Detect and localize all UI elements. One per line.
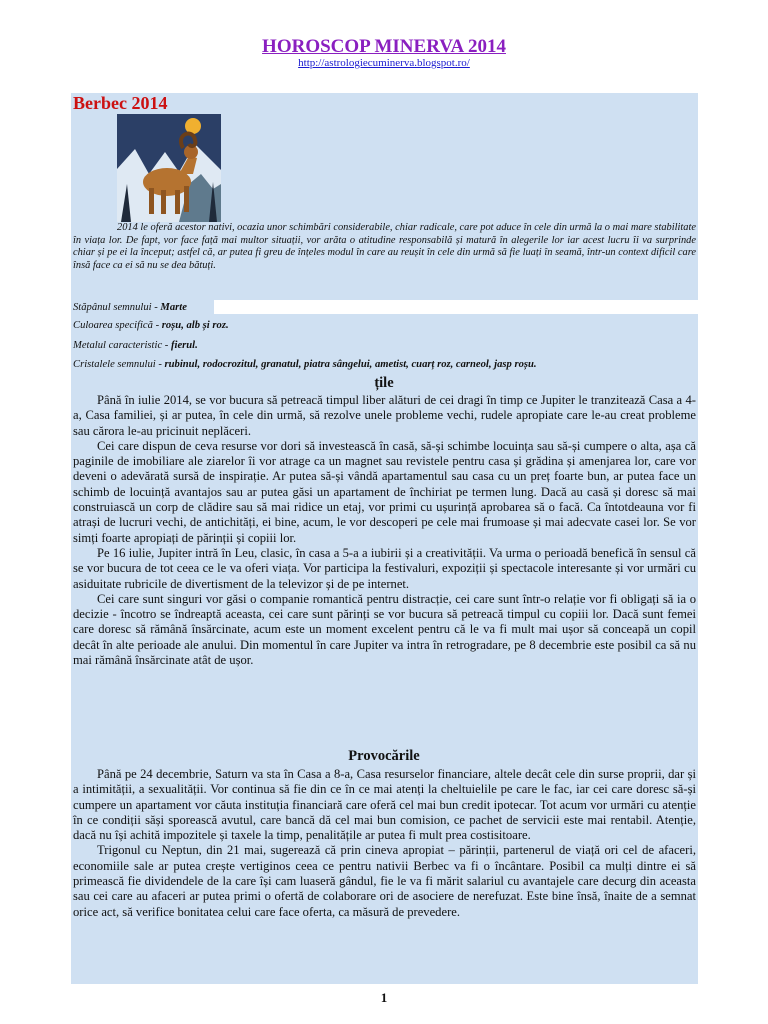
section-body-opportunities bbox=[73, 393, 696, 668]
ram-illustration bbox=[117, 114, 221, 222]
metal-label: Metalul caracteristic - bbox=[73, 340, 171, 351]
crystals-line bbox=[73, 359, 537, 370]
sign-intro bbox=[73, 222, 696, 272]
color-line bbox=[73, 320, 229, 331]
crystals-label: Cristalele semnului - bbox=[73, 359, 165, 370]
paragraph: Trigonul cu Neptun, din 21 mai, sugerează că prin cineva apropiat – părinții, partenerul de viață ori cel de afaceri, economiile sale ar putea crește vertiginos ceea ce pentru nativii Berbec va fi o încântare. Posibil ca mulți dintre ei să primească fie dividendele de la care își cam luaseră gândul, fie le va fi mărit salariul cu avantajele care decurg din aceasta sau cei care au afaceri ar putea primi o ofertă de colaborare ori de asociere de nerefuzat. Este bine însă, înaite de a semnat orice act, să verifice bonitatea celui care face oferta, ca măsură de prevedere. bbox=[73, 843, 696, 919]
section-body-challenges bbox=[73, 767, 696, 920]
color-value: roșu, alb și roz. bbox=[161, 320, 229, 331]
intro-paragraph: 2014 le oferă acestor nativi, ocazia unor schimbări considerabile, chiar radicale, care pot aduce în cele din urmă la o mai mare stabilitate în viața lor. De fapt, vor face față mai multor situații, vor arăta o atitudine responsabilă și matură în alegerile lor iar acest lucru îi va surprinde chiar și pe ei la început; astfel că, ar putea fi greu de înțeles modul în care au reușit în cele din urmă să fie luați în seamă, într-un context dificil care însă face ca ei să nu se dea bătuți. bbox=[73, 222, 696, 271]
section-heading-challenges: Provocările bbox=[348, 748, 420, 764]
blog-link[interactable]: http://astrologiecuminerva.blogspot.ro/ bbox=[298, 57, 470, 69]
crystals-value: rubinul, rodocrozitul, granatul, piatra sângelui, ametist, cuarț roz, carneol, jasp roșu. bbox=[164, 359, 537, 370]
ruler-label: Stăpânul semnului - bbox=[73, 302, 161, 313]
paragraph: Cei care dispun de ceva resurse vor dori să investească în casă, să-și schimbe locuința sau să-și cumpere o alta, așa că paginile de imobiliare ale ziarelor îi vor atrage ca un magnet sau revistele pentru casa și grădina și amenjarea lor, care vor deveni o adevărată sursă de inspirație. Ar putea să-și vândă apartamentul sau casa cu un preț foarte bun, ar putea face un schimb de locuință avantajos sau ar putea găsi un apartament de închiriat pe termen lung. Dacă au casă și doresc să mai construiască un corp de clădire sau să mai ridice un etaj, vor primi cu ușurință aprobarea să o facă. Ca întotdeauna vor fi atrași de lucruri vechi, de antichități, ei bine, acum, le vor descoperi pe cele mai frumoase și mai adecvate casei lor. Se vor simți foarte apropiați de părinții și copiii lor. bbox=[73, 438, 696, 545]
color-label: Culoarea specifică - bbox=[73, 320, 162, 331]
section-heading-opportunities: țile bbox=[374, 375, 394, 391]
ruler-value: Marte bbox=[160, 302, 187, 313]
paragraph: Până în iulie 2014, se vor bucura să petreacă timpul liber alături de cei dragi în timp ce Jupiter le tranzitează Casa a 4-a, Casa familiei, și ar putea, în cele din urmă, să rezolve unele probleme vechi, rudele apropiate care le-au creat probleme sau cărora le-au pricinuit neplăceri. bbox=[73, 393, 696, 438]
panel-gap bbox=[214, 300, 698, 314]
paragraph: Cei care sunt singuri vor găsi o companie romantică pentru distracție, cei care sunt într-o relație vor fi obligați să ia o decizie - încotro se îndreaptă aceasta, cei care sunt părinți se vor bucura să petreacă timpul cu copiii lor. Dacă sunt femei care doresc să rămână însărcinate, acum este un moment excelent pentru că le va fi mult mai ușor să conceapă un copil decât în alte perioade ale anului. Din momentul în care Jupiter va intra în retrogradare, pe 8 decembrie este posibil ca să nu mai rămână însărcinate atât de ușor. bbox=[73, 591, 696, 668]
metal-value: fierul. bbox=[170, 340, 198, 351]
document-title: HOROSCOP MINERVA 2014 bbox=[262, 36, 506, 57]
metal-line bbox=[73, 340, 198, 351]
ruler-line bbox=[73, 302, 187, 313]
paragraph: Până pe 24 decembrie, Saturn va sta în Casa a 8-a, Casa resurselor financiare, altele decât cele din surse proprii, dar și a intimității, a sexualității. Vor continua să fie din ce în ce mai atenți la cheltuielile pe care le fac, iar cei care doresc să-și cumpere un apartament vor căuta instituția financiară care oferă cel mai bun credit ipotecar. Tot acum vor urmări cu atenție în ce condiții săși sporească avutul, care bancă dă cel mai bun comision, ce pachet de servicii este mai rentabil. Atenție, dacă nu își achită impozitele și taxele la timp, penalitățile ar putea fi mult prea costisitoare. bbox=[73, 767, 696, 843]
paragraph: Pe 16 iulie, Jupiter intră în Leu, clasic, în casa a 5-a a iubirii și a creativității. Va urma o perioadă benefică în sensul că se vor bucura de tot ceea ce le va oferi viața. Vor participa la festivaluri, expoziții și spectacole interesante și vor urmări cu asiduitate rubricile de divertisment de la televizor și de pe internet. bbox=[73, 545, 696, 591]
page-number: 1 bbox=[380, 990, 388, 1005]
sign-title: Berbec 2014 bbox=[73, 93, 168, 113]
